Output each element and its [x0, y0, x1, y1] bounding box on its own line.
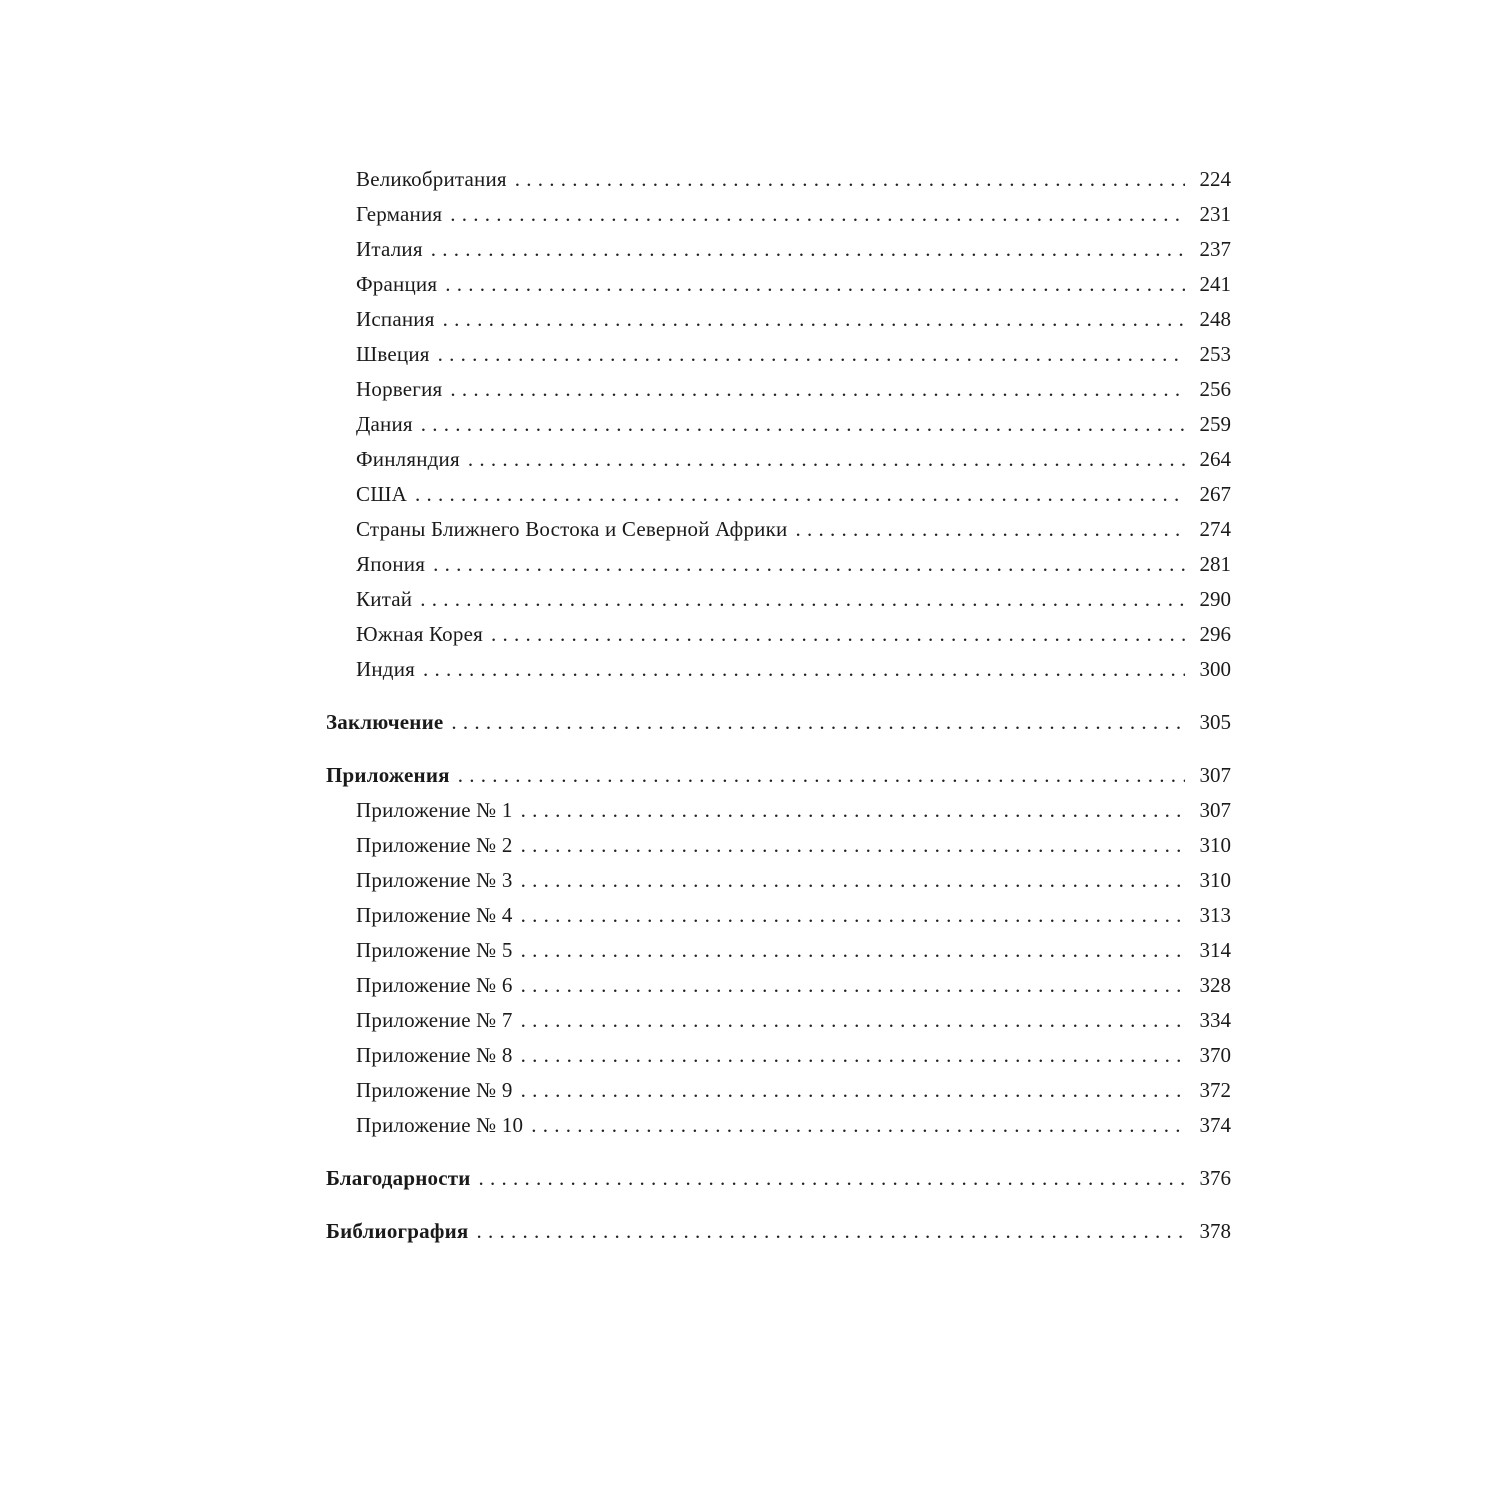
dot-leader [479, 1161, 1185, 1196]
toc-entry[interactable] [326, 1073, 1231, 1108]
dot-leader [521, 828, 1185, 863]
toc-entry-page: 253 [1199, 342, 1231, 366]
toc-entry-page: 274 [1199, 517, 1231, 541]
toc-entry-title: Германия [356, 202, 443, 226]
toc-entry-page: 334 [1199, 1008, 1231, 1032]
toc-entry[interactable] [326, 968, 1231, 1003]
toc-chapter-conclusion[interactable] [326, 705, 1231, 740]
dot-leader [433, 547, 1185, 582]
toc-entry-title: Япония [356, 552, 426, 576]
dot-leader [521, 1038, 1185, 1073]
toc-entry-title: Южная Корея [356, 622, 483, 646]
toc-entry-title: Приложение № 9 [356, 1078, 513, 1102]
toc-entry-page: 374 [1199, 1113, 1231, 1137]
toc-entry-title: Приложение № 3 [356, 868, 513, 892]
toc-entry-title: Приложение № 6 [356, 973, 513, 997]
toc-entry-page: 290 [1199, 587, 1231, 611]
toc-entry-title: Финляндия [356, 447, 460, 471]
toc-entry[interactable] [326, 582, 1231, 617]
toc-entry-title: Великобритания [356, 167, 507, 191]
toc-entry-page: 241 [1199, 272, 1231, 296]
toc-entry-page: 314 [1199, 938, 1231, 962]
toc-entry-page: 296 [1199, 622, 1231, 646]
toc-entry-page: 237 [1199, 237, 1231, 261]
toc-entry[interactable] [326, 1003, 1231, 1038]
toc-entry-page: 378 [1199, 1219, 1231, 1243]
toc-entry-title: Приложение № 2 [356, 833, 513, 857]
toc-entry[interactable] [326, 302, 1231, 337]
toc-entry-title: Приложение № 7 [356, 1008, 513, 1032]
dot-leader [521, 1003, 1185, 1038]
toc-entry[interactable] [326, 1108, 1231, 1143]
toc-entry[interactable] [326, 267, 1231, 302]
dot-leader [521, 933, 1185, 968]
dot-leader [450, 197, 1185, 232]
toc-entry-page: 307 [1199, 798, 1231, 822]
toc-entry-page: 372 [1199, 1078, 1231, 1102]
toc-entry-title: Приложение № 1 [356, 798, 513, 822]
toc-entry-page: 305 [1199, 710, 1231, 734]
dot-leader [421, 407, 1185, 442]
dot-leader [521, 793, 1185, 828]
toc-entry[interactable] [326, 617, 1231, 652]
dot-leader [476, 1214, 1185, 1249]
toc-chapter-acknowledgements[interactable] [326, 1161, 1231, 1196]
toc-entry-title: Приложение № 4 [356, 903, 513, 927]
toc-entry-title: США [356, 482, 407, 506]
dot-leader [443, 302, 1185, 337]
toc-entry[interactable] [326, 372, 1231, 407]
toc-chapter-title: Библиография [326, 1219, 469, 1243]
toc-entry[interactable] [326, 407, 1231, 442]
toc-entry-page: 248 [1199, 307, 1231, 331]
dot-leader [438, 337, 1185, 372]
toc-entry-title: Швеция [356, 342, 430, 366]
toc-entry-title: Индия [356, 657, 415, 681]
toc-entry-page: 259 [1199, 412, 1231, 436]
toc-entry-page: 313 [1199, 903, 1231, 927]
dot-leader [521, 968, 1185, 1003]
dot-leader [420, 582, 1185, 617]
toc-entry-page: 300 [1199, 657, 1231, 681]
toc-chapter-bibliography[interactable] [326, 1214, 1231, 1249]
toc-entry[interactable] [326, 863, 1231, 898]
toc-entry-title: Италия [356, 237, 423, 261]
toc-entry[interactable] [326, 477, 1231, 512]
toc-entry-title: Китай [356, 587, 413, 611]
toc-entry[interactable] [326, 898, 1231, 933]
toc-entry[interactable] [326, 232, 1231, 267]
toc-entry-page: 310 [1199, 833, 1231, 857]
toc-entry-title: Страны Ближнего Востока и Северной Африки [356, 517, 788, 541]
dot-leader [515, 162, 1185, 197]
dot-leader [521, 898, 1185, 933]
toc-entry[interactable] [326, 933, 1231, 968]
dot-leader [531, 1108, 1185, 1143]
toc-entry-title: Дания [356, 412, 413, 436]
dot-leader [415, 477, 1185, 512]
toc-entry-page: 231 [1199, 202, 1231, 226]
toc-chapter-title: Приложения [326, 763, 450, 787]
toc-entry[interactable] [326, 337, 1231, 372]
toc-entry[interactable] [326, 793, 1231, 828]
toc-chapter-title: Заключение [326, 710, 444, 734]
toc-entry-page: 328 [1199, 973, 1231, 997]
dot-leader [423, 652, 1185, 687]
toc-entry[interactable] [326, 442, 1231, 477]
toc-entry-page: 376 [1199, 1166, 1231, 1190]
toc-chapter-appendices[interactable] [326, 758, 1231, 793]
dot-leader [468, 442, 1185, 477]
toc-entry[interactable] [326, 512, 1231, 547]
dot-leader [491, 617, 1185, 652]
dot-leader [521, 863, 1185, 898]
dot-leader [521, 1073, 1185, 1108]
toc-entry-title: Приложение № 8 [356, 1043, 513, 1067]
table-of-contents [326, 162, 1231, 1249]
toc-entry-page: 267 [1199, 482, 1231, 506]
toc-entry-title: Приложение № 5 [356, 938, 513, 962]
toc-entry-page: 256 [1199, 377, 1231, 401]
toc-entry-title: Франция [356, 272, 438, 296]
toc-entry-page: 310 [1199, 868, 1231, 892]
toc-entry[interactable] [326, 652, 1231, 687]
dot-leader [431, 232, 1185, 267]
toc-entry[interactable] [326, 547, 1231, 582]
toc-entry-title: Норвегия [356, 377, 443, 401]
toc-entry[interactable] [326, 828, 1231, 863]
toc-entry-page: 307 [1199, 763, 1231, 787]
toc-entry-title: Приложение № 10 [356, 1113, 524, 1137]
dot-leader [795, 512, 1185, 547]
toc-entry[interactable] [326, 1038, 1231, 1073]
toc-entry-page: 281 [1199, 552, 1231, 576]
toc-entry-title: Испания [356, 307, 435, 331]
dot-leader [451, 705, 1185, 740]
toc-entry-page: 224 [1199, 167, 1231, 191]
toc-chapter-title: Благодарности [326, 1166, 471, 1190]
dot-leader [450, 372, 1185, 407]
dot-leader [445, 267, 1185, 302]
toc-entry-page: 370 [1199, 1043, 1231, 1067]
toc-entry[interactable] [326, 197, 1231, 232]
toc-entry[interactable] [326, 162, 1231, 197]
toc-entry-page: 264 [1199, 447, 1231, 471]
dot-leader [458, 758, 1185, 793]
